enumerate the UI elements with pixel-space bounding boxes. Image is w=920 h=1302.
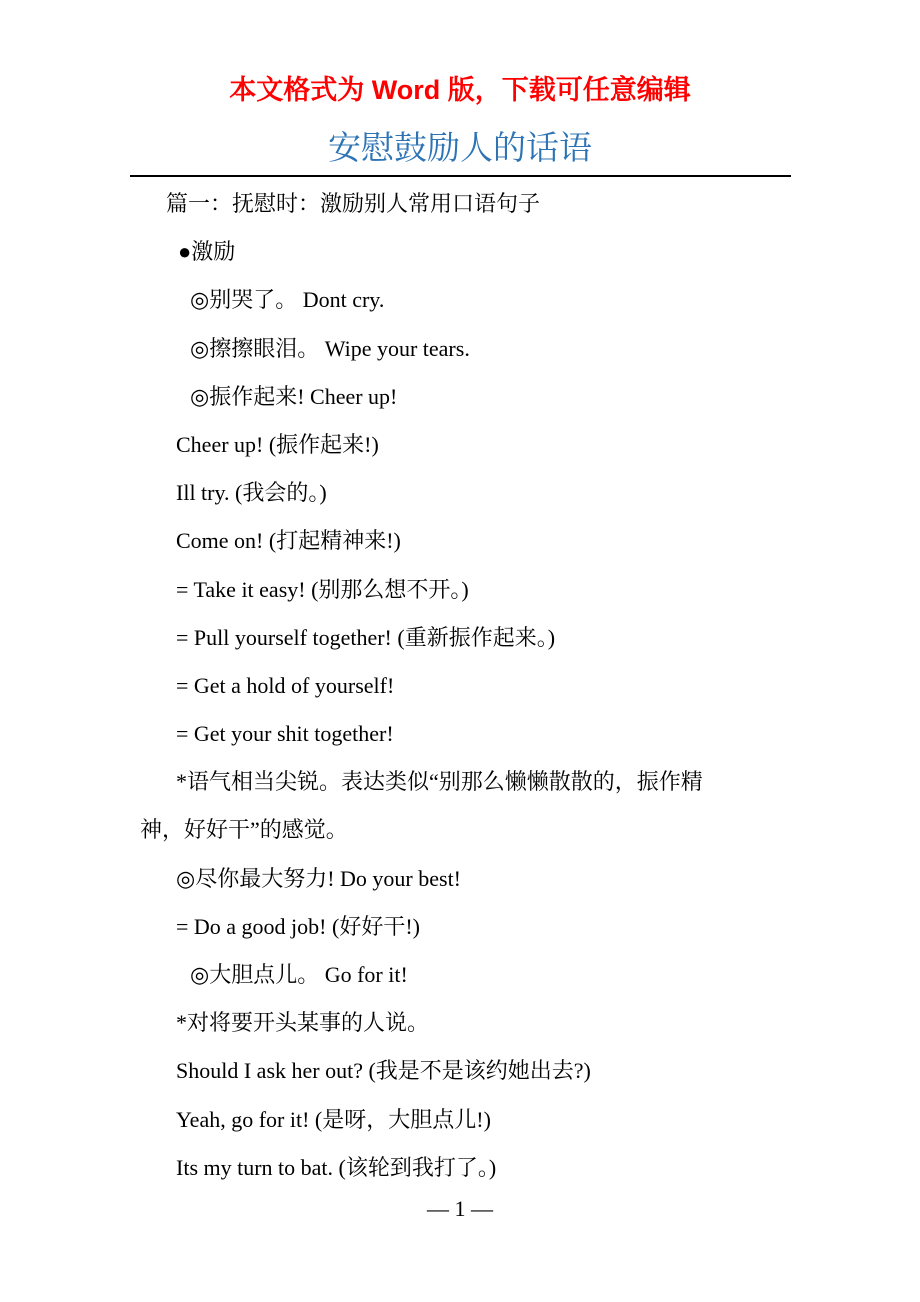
text-line: = Get your shit together! bbox=[176, 721, 394, 747]
text-line: ◎别哭了。 Dont cry. bbox=[190, 287, 385, 313]
document-title: 安慰鼓励人的话语 bbox=[328, 129, 592, 166]
text-line: ●激励 bbox=[178, 239, 236, 265]
text-line: *对将要开头某事的人说。 bbox=[176, 1010, 430, 1036]
text-line: 神，好好干”的感觉。 bbox=[140, 817, 348, 843]
text-line: = Pull yourself together! (重新振作起来。) bbox=[176, 624, 556, 650]
text-line: ◎振作起来! Cheer up! bbox=[190, 383, 398, 409]
text-line: Should I ask her out? (我是不是该约她出去?) bbox=[176, 1058, 591, 1084]
document-body bbox=[0, 186, 920, 1198]
format-banner: 本文格式为 Word 版，下载可任意编辑 bbox=[229, 75, 691, 105]
text-line: *语气相当尖锐。表达类似“别那么懒懒散散的，振作精 bbox=[176, 769, 703, 795]
text-line: Cheer up! (振作起来!) bbox=[176, 431, 379, 457]
page-number: — 1 — bbox=[427, 1196, 493, 1221]
header-divider bbox=[130, 175, 791, 177]
text-line: Ill try. (我会的。) bbox=[176, 480, 327, 506]
text-line: Yeah, go for it! (是呀，大胆点儿!) bbox=[176, 1106, 491, 1132]
text-line: 篇一：抚慰时：激励别人常用口语句子 bbox=[166, 191, 541, 216]
text-line: = Do a good job! (好好干!) bbox=[176, 913, 420, 939]
text-line: = Take it easy! (别那么想不开。) bbox=[176, 576, 469, 602]
text-line: ◎大胆点儿。 Go for it! bbox=[190, 962, 408, 987]
text-line: Come on! (打起精神来!) bbox=[176, 528, 401, 554]
text-line: ◎尽你最大努力! Do your best! bbox=[176, 865, 462, 891]
text-line: = Get a hold of yourself! bbox=[176, 672, 395, 698]
text-line: Its my turn to bat. (该轮到我打了。) bbox=[176, 1154, 497, 1180]
text-line: ◎擦擦眼泪。 Wipe your tears. bbox=[190, 335, 470, 361]
